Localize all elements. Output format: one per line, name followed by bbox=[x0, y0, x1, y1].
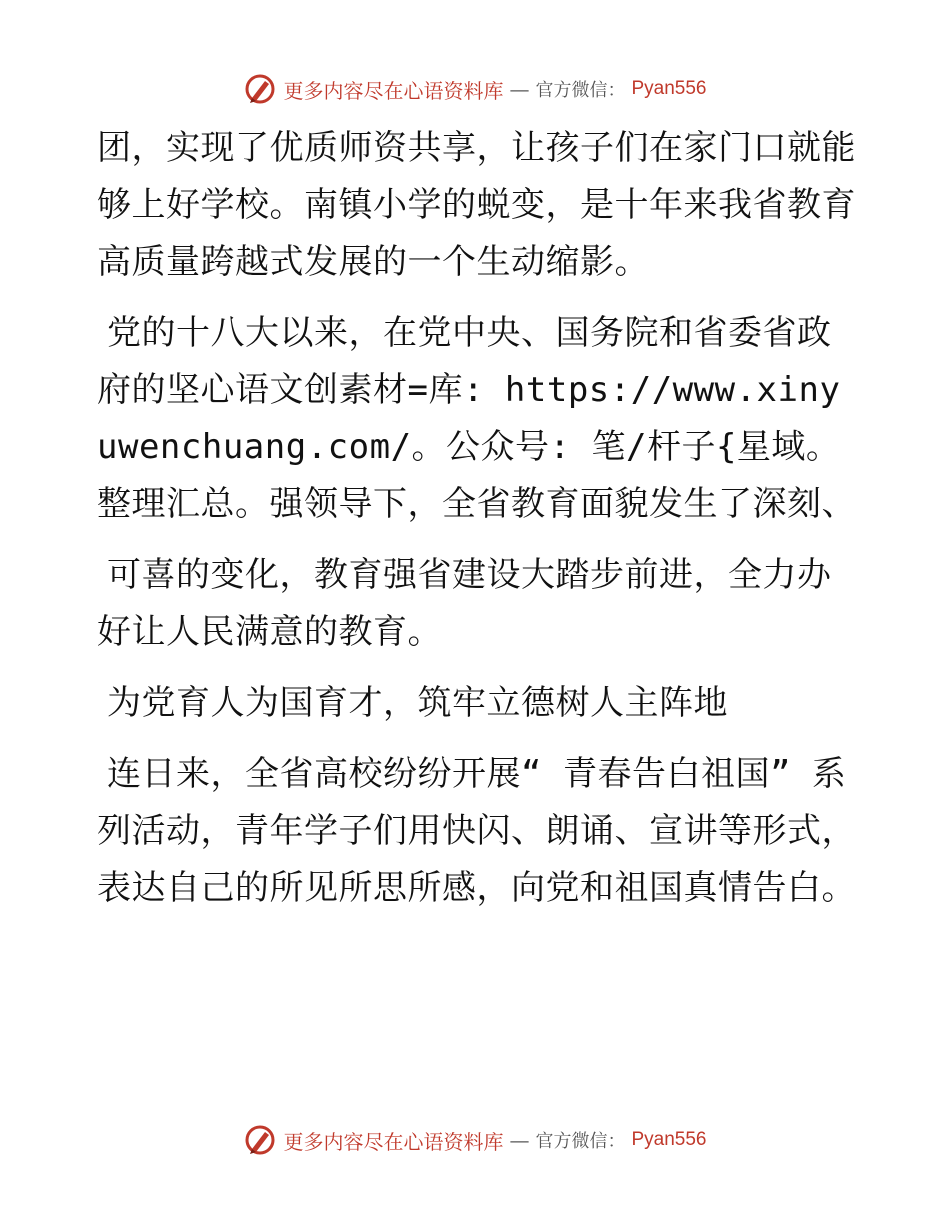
watermark-separator: — bbox=[509, 77, 530, 101]
watermark-label: 官方微信： bbox=[535, 1131, 626, 1152]
paragraph-4: 连日来，全省高校纷纷开展“ 青春告白祖国” 系列活动，青年学子们用快闪、朗诵、宣讲等形式，表达自己的所见所思所感，向党和祖国真情告白。 bbox=[97, 754, 856, 908]
watermark-account: Pyan556 bbox=[631, 78, 707, 99]
paragraph-3: 可喜的变化，教育强省建设大踏步前进，全力办好让人民满意的教育。 bbox=[97, 555, 832, 652]
watermark-label: 官方微信： bbox=[535, 80, 626, 101]
paragraph-2: 党的十八大以来，在党中央、国务院和省委省政府的坚心语文创素材=库: https://www.xinyuwenchuang.com/。公众号: 笔/杆子{星域。整理汇总。强领导下，全省教育面貌发生了深刻、 bbox=[97, 313, 856, 524]
watermark-separator: — bbox=[509, 1128, 530, 1152]
document-body bbox=[97, 120, 857, 931]
watermark-footer bbox=[0, 1120, 950, 1160]
pen-logo-icon bbox=[243, 1123, 277, 1157]
watermark-account: Pyan556 bbox=[631, 1129, 707, 1150]
watermark-brand: 更多内容尽在心语资料库 bbox=[283, 1129, 504, 1154]
pen-logo-icon bbox=[243, 72, 277, 106]
section-heading: 为党育人为国育才，筑牢立德树人主阵地 bbox=[107, 683, 728, 723]
paragraph-1: 团，实现了优质师资共享，让孩子们在家门口就能够上好学校。南镇小学的蜕变，是十年来我省教育高质量跨越式发展的一个生动缩影。 bbox=[97, 128, 856, 282]
watermark-brand: 更多内容尽在心语资料库 bbox=[283, 78, 504, 103]
watermark-header bbox=[0, 69, 950, 109]
